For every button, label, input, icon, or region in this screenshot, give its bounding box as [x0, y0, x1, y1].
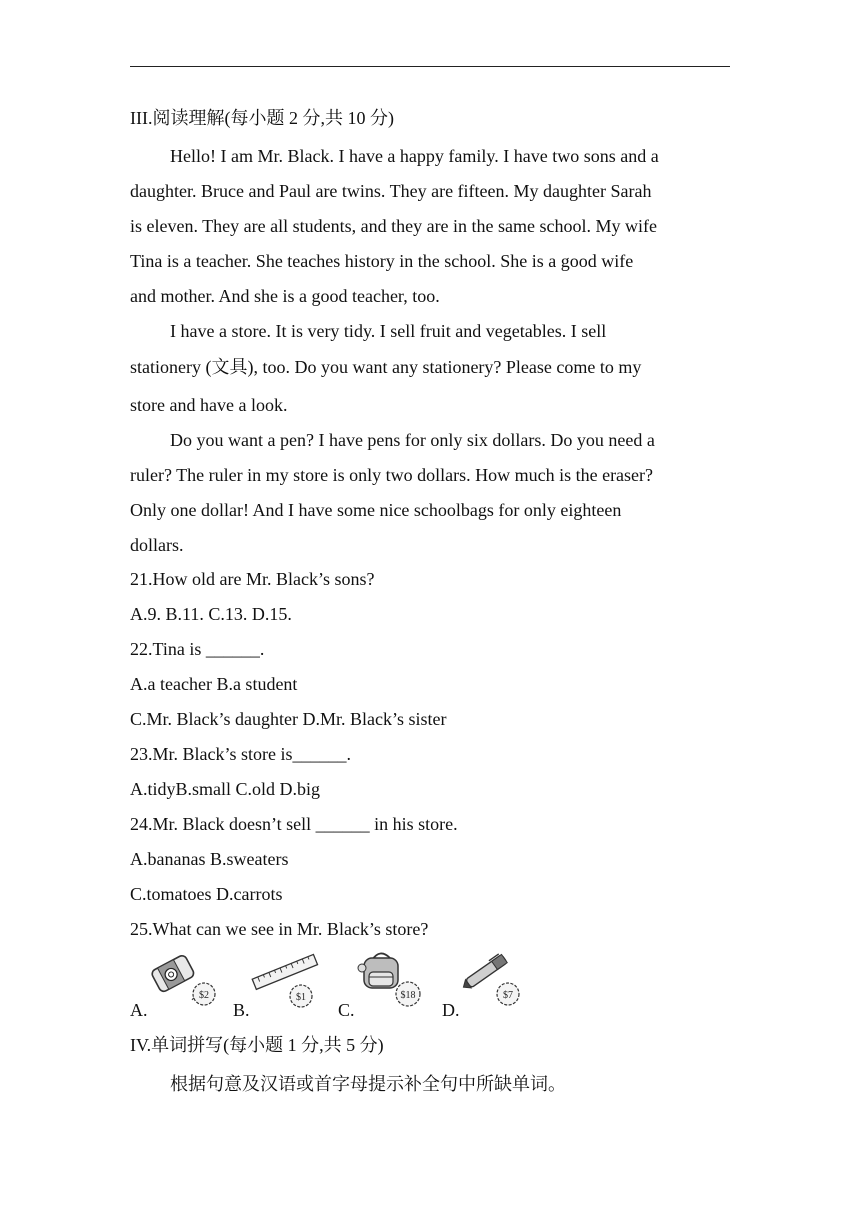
- option-b-label: B.: [233, 1000, 250, 1020]
- question-22-stem: 22.Tina is ______.: [130, 639, 265, 659]
- option-a-price: $2: [199, 990, 209, 1001]
- passage-line: Only one dollar! And I have some nice schoolbags for only eighteen: [130, 500, 622, 520]
- section-heading-reading: III.阅读理解(每小题 2 分,共 10 分): [130, 108, 394, 128]
- option-d-price: $7: [503, 990, 513, 1001]
- passage-line: I have a store. It is very tidy. I sell fruit and vegetables. I sell: [170, 321, 607, 341]
- section-instruction: 根据句意及汉语或首字母提示补全句中所缺单词。: [170, 1074, 566, 1094]
- top-rule: [130, 66, 730, 67]
- question-24-options-ab: A.bananas B.sweaters: [130, 849, 289, 869]
- question-24-options-cd: C.tomatoes D.carrots: [130, 884, 283, 904]
- schoolbag-icon: [354, 946, 428, 1012]
- question-24-stem: 24.Mr. Black doesn’t sell ______ in his store.: [130, 814, 458, 834]
- question-23-options: A.tidyB.small C.old D.big: [130, 779, 321, 799]
- passage-line: Hello! I am Mr. Black. I have a happy family. I have two sons and a: [170, 146, 659, 166]
- passage-line: Tina is a teacher. She teaches history in the school. She is a good wife: [130, 251, 634, 271]
- passage-line: and mother. And she is a good teacher, too.: [130, 286, 440, 306]
- passage-line: store and have a look.: [130, 395, 288, 415]
- passage-line: daughter. Bruce and Paul are twins. They are fifteen. My daughter Sarah: [130, 181, 652, 201]
- question-21-options: A.9. B.11. C.13. D.15.: [130, 604, 292, 624]
- option-c-price: $18: [400, 990, 416, 1001]
- question-25-stem: 25.What can we see in Mr. Black’s store?: [130, 919, 429, 939]
- eraser-icon: [148, 948, 220, 1014]
- option-c-label: C.: [338, 1000, 355, 1020]
- question-23-stem: 23.Mr. Black’s store is______.: [130, 744, 351, 764]
- option-b-price: $1: [296, 992, 306, 1003]
- ruler-icon: [250, 950, 322, 1012]
- question-22-options-cd: C.Mr. Black’s daughter D.Mr. Black’s sister: [130, 709, 447, 729]
- section-heading-spelling: IV.单词拼写(每小题 1 分,共 5 分): [130, 1035, 384, 1055]
- passage-line: is eleven. They are all students, and they are in the same school. My wife: [130, 216, 658, 236]
- pen-icon: [458, 946, 528, 1012]
- option-d-label: D.: [442, 1000, 460, 1020]
- passage-line: Do you want a pen? I have pens for only six dollars. Do you need a: [170, 430, 655, 450]
- passage-line: ruler? The ruler in my store is only two dollars. How much is the eraser?: [130, 465, 654, 485]
- question-21-stem: 21.How old are Mr. Black’s sons?: [130, 569, 375, 589]
- passage-line: dollars.: [130, 535, 184, 555]
- passage-line: stationery (文具), too. Do you want any stationery? Please come to my: [130, 357, 642, 377]
- option-a-label: A.: [130, 1000, 148, 1020]
- question-22-options-ab: A.a teacher B.a student: [130, 674, 298, 694]
